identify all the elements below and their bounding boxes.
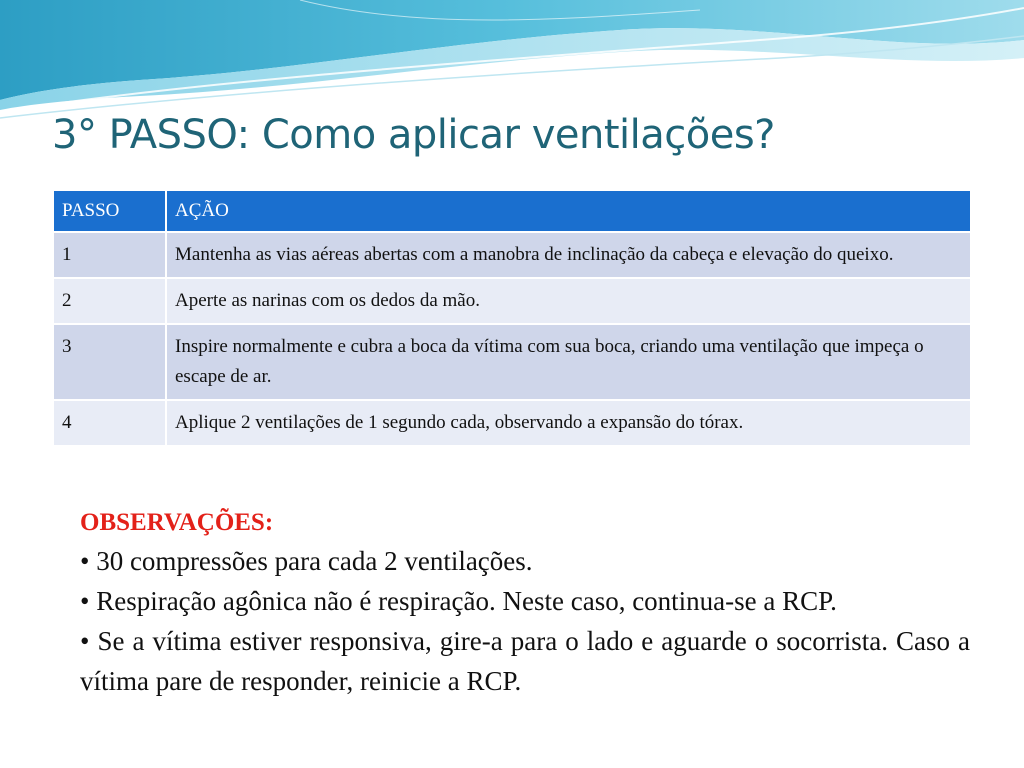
step-number: 3 — [53, 324, 166, 400]
step-action: Aperte as narinas com os dedos da mão. — [166, 278, 971, 324]
table-row — [53, 232, 971, 278]
steps-table — [52, 189, 972, 447]
table-header-row — [53, 190, 971, 232]
slide-title: 3° PASSO: Como aplicar ventilações? — [52, 112, 775, 158]
observations-block — [80, 505, 970, 701]
header-passo: PASSO — [53, 190, 166, 232]
table-row — [53, 278, 971, 324]
decorative-wave-banner — [0, 0, 1024, 130]
step-number: 4 — [53, 400, 166, 446]
step-number: 1 — [53, 232, 166, 278]
observation-item: • Respiração agônica não é respiração. Neste caso, continua-se a RCP. — [80, 586, 837, 616]
step-action: Mantenha as vias aéreas abertas com a manobra de inclinação da cabeça e elevação do queixo. — [166, 232, 971, 278]
table-row — [53, 400, 971, 446]
header-acao: AÇÃO — [166, 190, 971, 232]
table-row — [53, 324, 971, 400]
step-action: Aplique 2 ventilações de 1 segundo cada, observando a expansão do tórax. — [166, 400, 971, 446]
observation-item: • 30 compressões para cada 2 ventilações. — [80, 546, 533, 576]
step-action: Inspire normalmente e cubra a boca da vítima com sua boca, criando uma ventilação que impeça o escape de ar. — [166, 324, 971, 400]
observation-item: • Se a vítima estiver responsiva, gire-a para o lado e aguarde o socorrista. Caso a vítima pare de responder, reinicie a RCP. — [80, 626, 970, 696]
observations-heading: OBSERVAÇÕES: — [80, 509, 274, 536]
step-number: 2 — [53, 278, 166, 324]
